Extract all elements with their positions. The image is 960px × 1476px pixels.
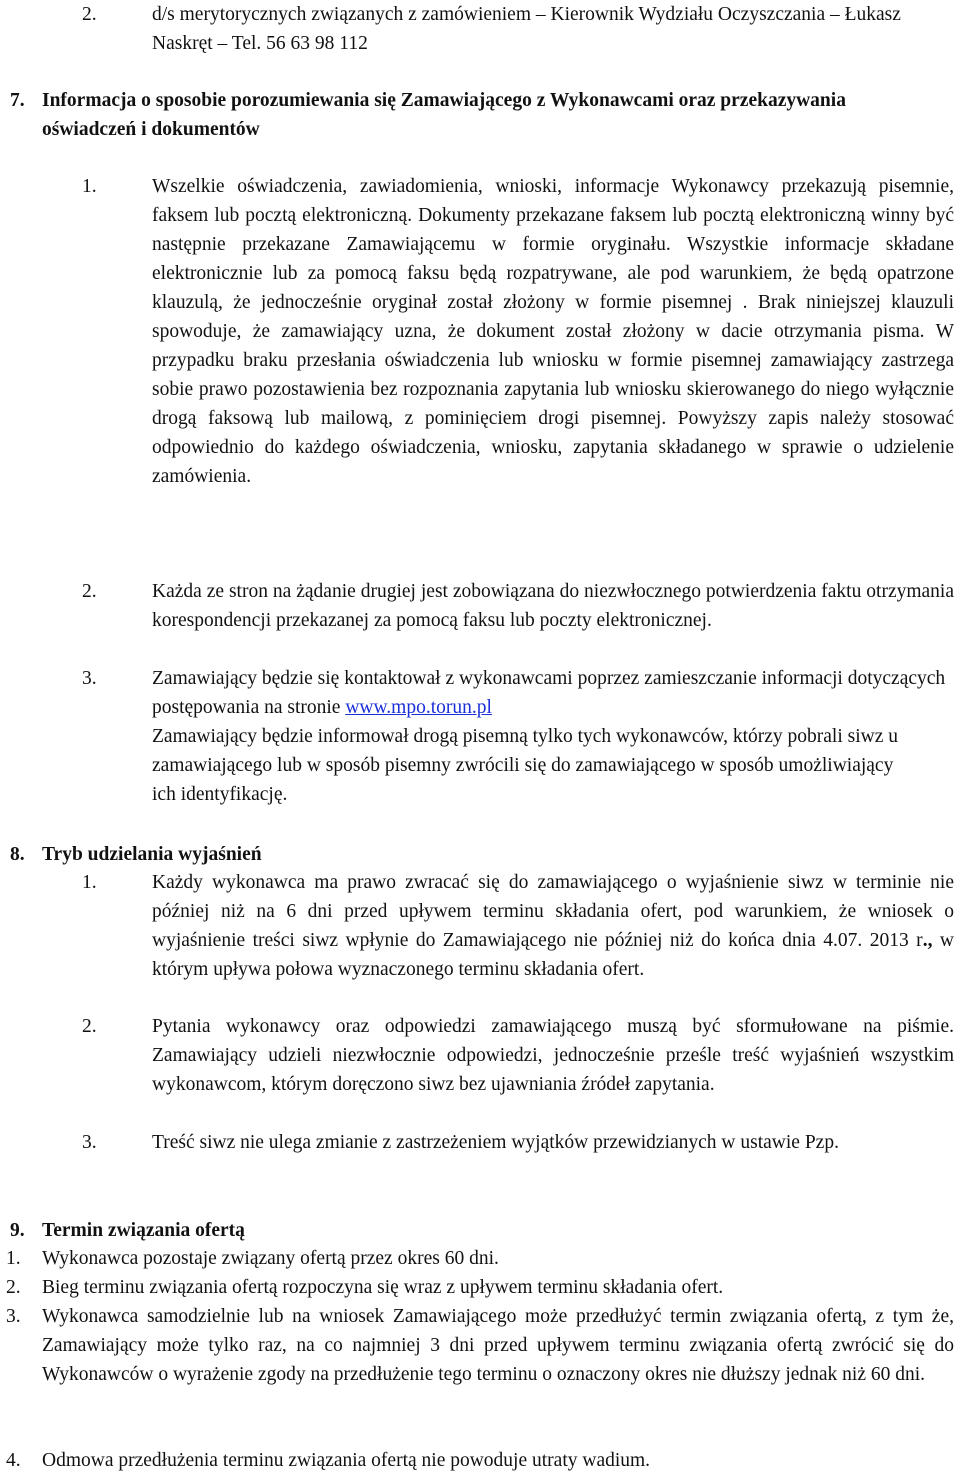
section-number: 7. [10,90,25,111]
text-part: Każdy wykonawca ma prawo zwracać się do zamawiającego o wyjaśnienie siwz w terminie nie później niż na 6 dni przed upływem terminu składania ofert, pod warunkiem, że wniosek o wyjaśnienie treści siwz wpłynie do Zamawiającego nie później niż do końca dnia 4.07. 2013 r [152,872,954,951]
list-text: Treść siwz nie ulega zmianie z zastrzeżeniem wyjątków przewidzianych w ustawie Pzp. [152,1132,839,1153]
list-item [0,172,960,491]
list-text: Każda ze stron na żądanie drugiej jest zobowiązana do niezwłocznego potwierdzenia faktu otrzymania korespondencji przekazanej za pomocą faksu lub poczty elektronicznej. [152,581,954,631]
list-text: Wykonawca samodzielnie lub na wniosek Zamawiającego może przedłużyć termin związania ofertą, z tym że, Zamawiający może tylko raz, na co najmniej 3 dni przed upływem terminu związania ofertą zwrócić się do Wykonawców o wyrażenie zgody na przedłużenie tego terminu o oznaczony okres nie dłuższy jednak niż 60 dni. [42,1306,954,1385]
contact-followup-text: Zamawiający będzie informował drogą pisemną tylko tych wykonawców, którzy pobrali siwz u zamawiającego lub w sposób pisemny zwrócili się do zamawiającego w sposób umożliwiający ich identyfikację. [152,726,899,805]
section-9-heading [0,1216,960,1245]
list-number: 2. [82,581,97,602]
list-text: Wykonawca pozostaje związany ofertą przez okres 60 dni. [42,1248,499,1269]
section-number: 8. [10,844,25,865]
section-title: Informacja o sposobie porozumiewania się Zamawiającego z Wykonawcami oraz przekazywania oświadczeń i dokumentów [42,90,846,140]
list-number: 3. [6,1306,21,1327]
list-number: 3. [82,1132,97,1153]
list-item [0,1128,960,1157]
section-number: 9. [10,1220,25,1241]
list-text: Wszelkie oświadczenia, zawiadomienia, wnioski, informacje Wykonawcy przekazują pisemnie, faksem lub pocztą elektroniczną. Dokumenty przekazane faksem lub pocztą elektroniczną winny być następnie przekazane Zamawiającemu w formie oryginału. Wszystkie informacje składane elektronicznie lub za pomocą faksu będą rozpatrywane, ale pod warunkiem, że będą opatrzone klauzulą, że jednocześnie oryginał został złożony w formie pisemnej . Brak niniejszej klauzuli spowoduje, że zamawiający uzna, że dokument został złożony w dacie otrzymania pisma. W przypadku braku przesłania oświadczenia lub wniosku w formie pisemnej zamawiający zastrzega sobie prawo pozostawienia bez rozpoznania zapytania lub wniosku skierowanego do niego wyłącznie drogą faksową lub mailową, z pominięciem drogi pisemnej. Powyższy zapis należy stosować odpowiednio do każdego oświadczenia, wniosku, zapytania składanego w sprawie o udzielenie zamówienia. [152,176,954,487]
list-number: 3. [82,668,97,689]
list-number: 2. [82,1016,97,1037]
list-text [152,868,954,984]
list-item [0,664,960,809]
list-text: Pytania wykonawcy oraz odpowiedzi zamawiającego muszą być sformułowane na piśmie. Zamawiający udzieli niezwłocznie odpowiedzi, jednocześnie prześle treść wyjaśnień wszystkim wykonawcom, którym doręczono siwz bez ujawniania źródeł zapytania. [152,1016,954,1095]
list-item [0,1012,960,1099]
list-item [0,1446,960,1475]
list-number: 1. [82,872,97,893]
list-item [0,868,960,984]
website-link[interactable]: www.mpo.torun.pl [345,697,492,718]
contact-text: d/s merytorycznych związanych z zamówieniem – Kierownik Wydziału Oczyszczania – Łukasz Naskręt – Tel. 56 63 98 112 [152,4,901,54]
list-item [0,1244,960,1273]
list-item [0,1302,960,1389]
list-text: Odmowa przedłużenia terminu związania ofertą nie powoduje utraty wadium. [42,1450,651,1471]
text-bold-part: ., [922,930,933,951]
list-number: 4. [6,1450,21,1471]
section-7-heading [0,86,960,144]
text-part: w którym upływa połowa wyznaczonego terminu składania ofert. [152,930,954,980]
list-item [0,577,960,635]
section-8-heading [0,840,960,869]
section-title: Termin związania ofertą [42,1220,245,1241]
section-title: Tryb udzielania wyjaśnień [42,844,262,865]
list-text: Bieg terminu związania ofertą rozpoczyna się wraz z upływem terminu składania ofert. [42,1277,724,1298]
list-number: 2. [82,4,97,25]
list-item [0,1273,960,1302]
list-text [152,664,954,809]
contact-item [0,0,960,58]
list-number: 2. [6,1277,21,1298]
list-number: 1. [82,176,97,197]
list-number: 1. [6,1248,21,1269]
contact-text: Zamawiający będzie się kontaktował z wykonawcami poprzez zamieszczanie informacji dotyczących postępowania na stronie [152,668,946,718]
